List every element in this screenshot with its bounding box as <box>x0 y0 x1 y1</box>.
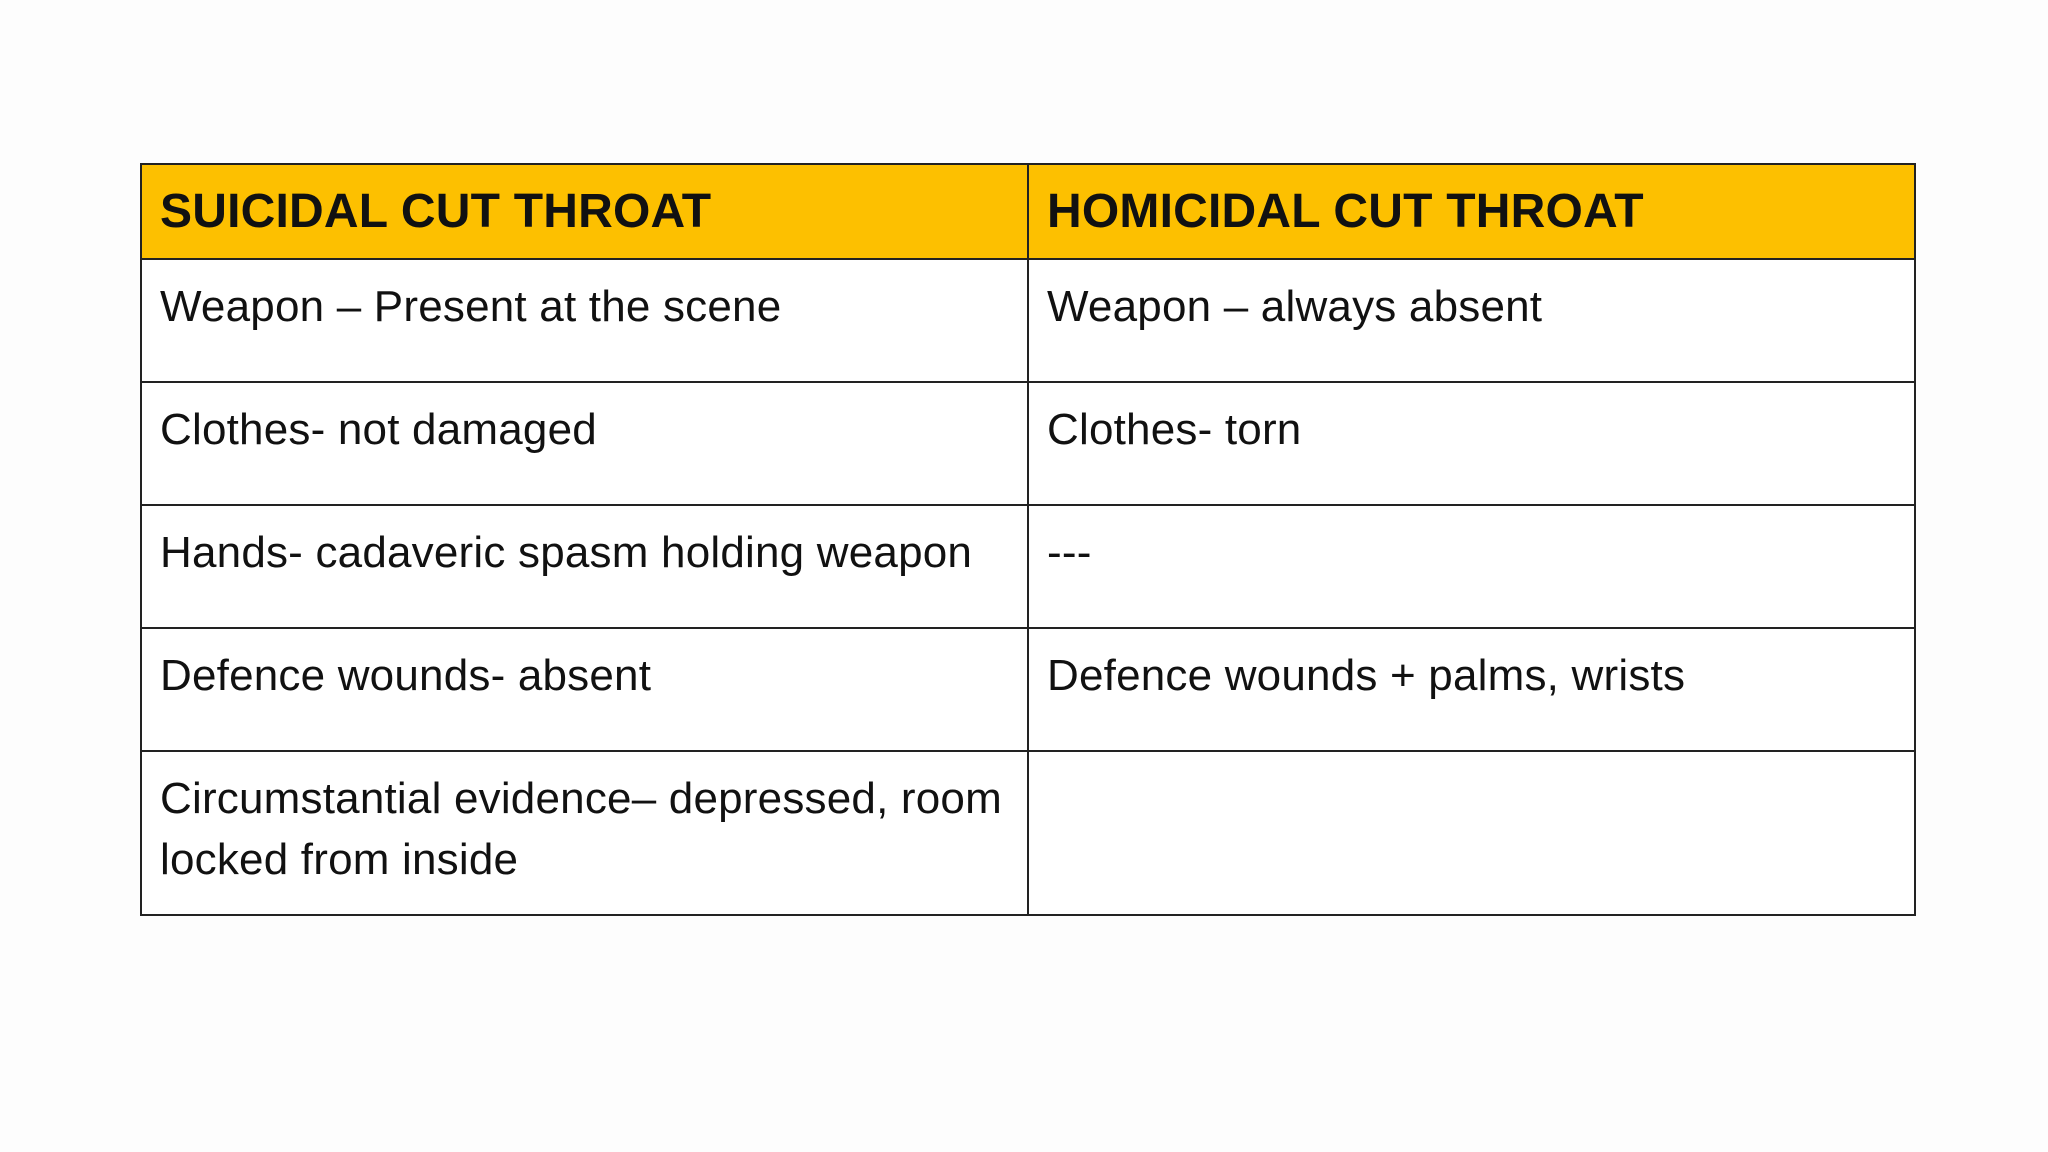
comparison-table <box>140 163 1916 916</box>
cell-homicidal-circumstantial <box>1028 751 1915 915</box>
table-row <box>141 382 1915 505</box>
cell-suicidal-hands: Hands- cadaveric spasm holding weapon <box>141 505 1028 628</box>
table-row <box>141 259 1915 382</box>
header-homicidal: HOMICIDAL CUT THROAT <box>1028 164 1915 259</box>
cell-suicidal-circumstantial: Circumstantial evidence– depressed, room locked from inside <box>141 751 1028 915</box>
cell-homicidal-hands: --- <box>1028 505 1915 628</box>
cell-suicidal-weapon: Weapon – Present at the scene <box>141 259 1028 382</box>
cell-homicidal-clothes: Clothes- torn <box>1028 382 1915 505</box>
table-row <box>141 628 1915 751</box>
table-row <box>141 751 1915 915</box>
header-suicidal: SUICIDAL CUT THROAT <box>141 164 1028 259</box>
cell-homicidal-defence: Defence wounds + palms, wrists <box>1028 628 1915 751</box>
table-row <box>141 505 1915 628</box>
cell-homicidal-weapon: Weapon – always absent <box>1028 259 1915 382</box>
table-header-row <box>141 164 1915 259</box>
cell-suicidal-clothes: Clothes- not damaged <box>141 382 1028 505</box>
cell-suicidal-defence: Defence wounds- absent <box>141 628 1028 751</box>
